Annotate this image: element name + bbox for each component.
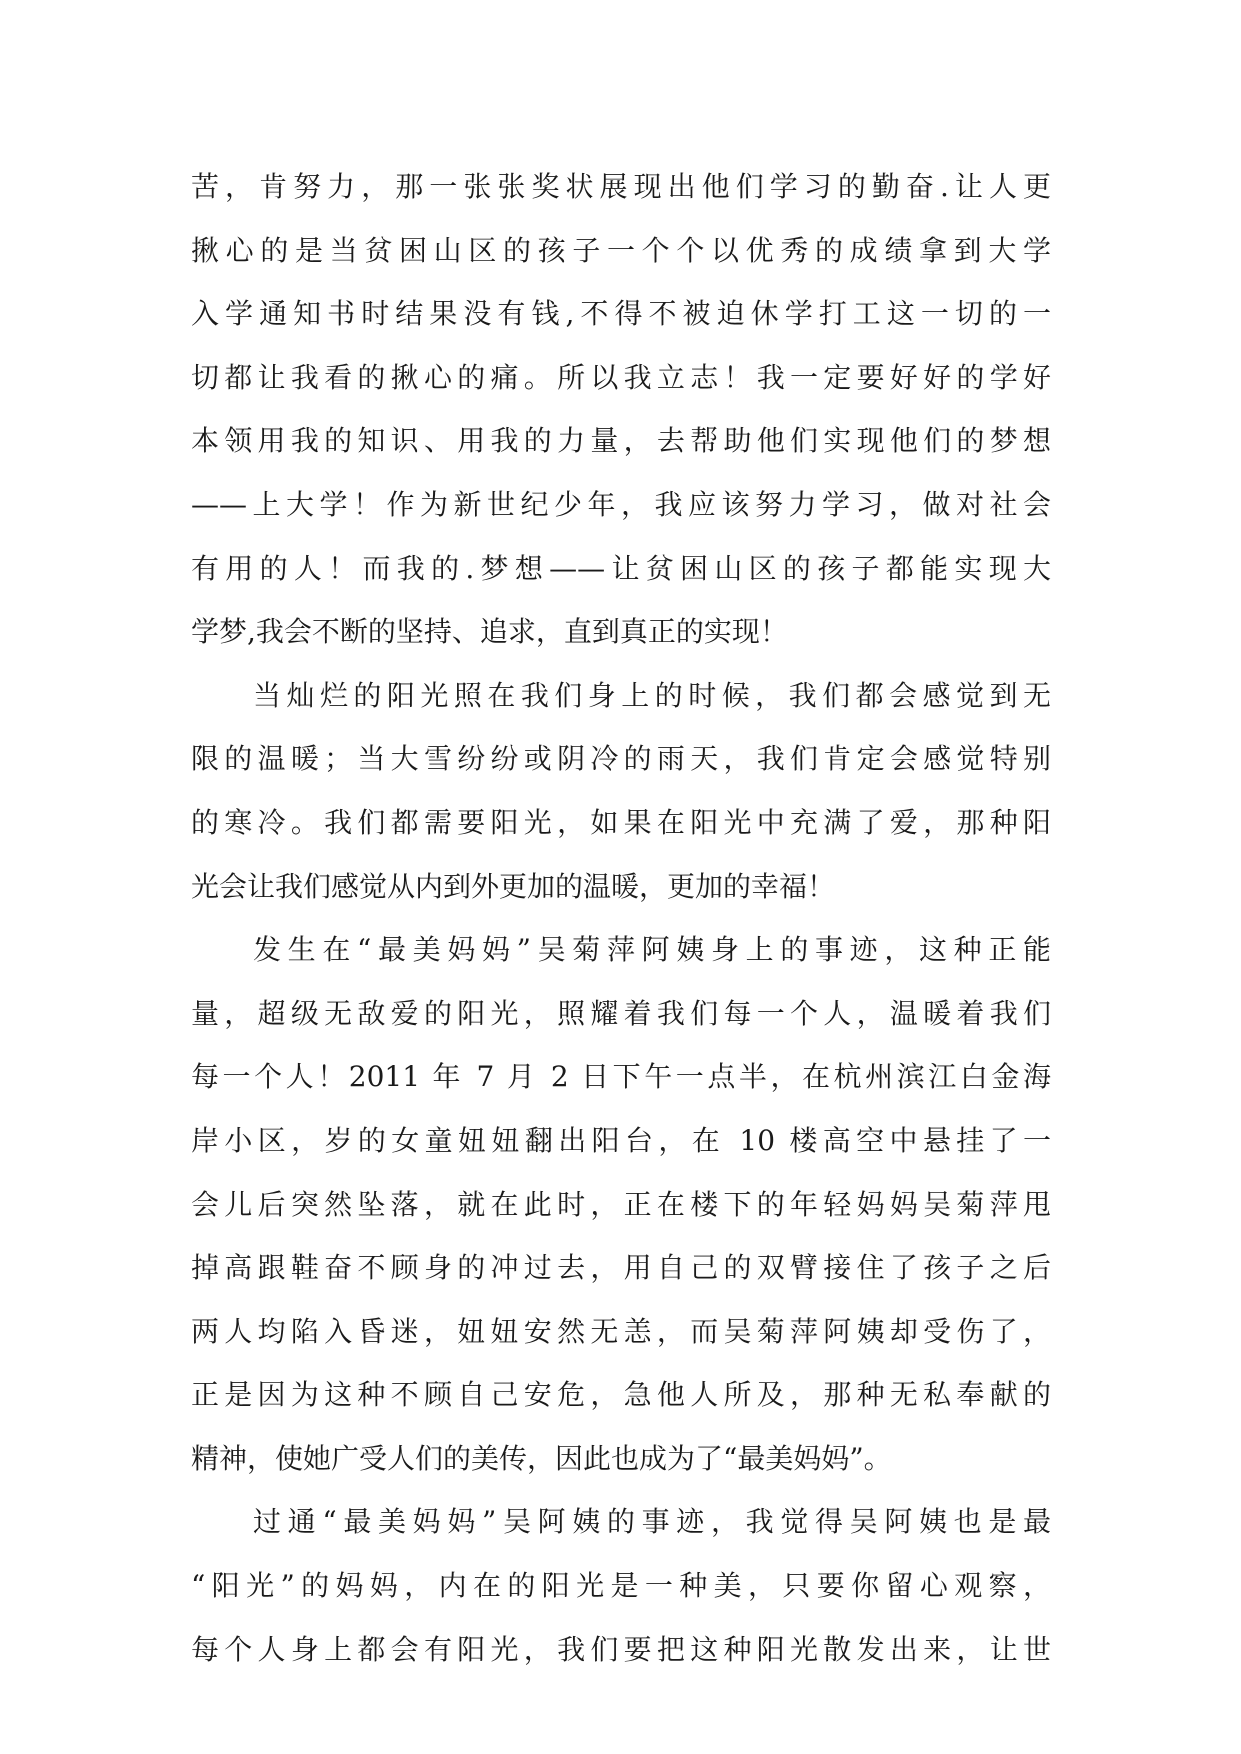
- text-line: 量，超级无敌爱的阳光，照耀着我们每一个人，温暖着我们: [191, 996, 1051, 1030]
- text-line: 岸小区，岁的女童妞妞翻出阳台，在 10 楼高空中悬挂了一: [191, 1123, 1051, 1157]
- text-line: 每个人身上都会有阳光，我们要把这种阳光散发出来，让世: [191, 1632, 1051, 1666]
- paragraph: [191, 155, 1051, 664]
- text-line: ——上大学！作为新世纪少年，我应该努力学习，做对社会: [191, 487, 1051, 521]
- text-line: 当灿烂的阳光照在我们身上的时候，我们都会感觉到无: [253, 678, 1051, 712]
- document-body: [191, 155, 1051, 1681]
- text-line: 学梦,我会不断的坚持、追求，直到真正的实现！: [191, 615, 788, 649]
- text-line: 会儿后突然坠落，就在此时，正在楼下的年轻妈妈吴菊萍甩: [191, 1187, 1051, 1221]
- text-line: 苦，肯努力，那一张张奖状展现出他们学习的勤奋.让人更: [191, 170, 1051, 203]
- text-line: 切都让我看的揪心的痛。所以我立志！我一定要好好的学好: [191, 360, 1051, 394]
- text-line: 两人均陷入昏迷，妞妞安然无恙，而吴菊萍阿姨却受伤了，: [191, 1314, 1051, 1348]
- text-line: 揪心的是当贫困山区的孩子一个个以优秀的成绩拿到大学: [191, 233, 1051, 267]
- text-line: 正是因为这种不顾自己安危，急他人所及，那种无私奉献的: [191, 1378, 1051, 1412]
- paragraph: [191, 918, 1051, 1490]
- paragraph: [191, 1490, 1051, 1681]
- text-line: 入学通知书时结果没有钱,不得不被迫休学打工这一切的一: [191, 297, 1051, 331]
- text-line: 限的温暖；当大雪纷纷或阴冷的雨天，我们肯定会感觉特别: [191, 742, 1051, 776]
- paragraph: [191, 664, 1051, 918]
- text-line: 的寒冷。我们都需要阳光，如果在阳光中充满了爱，那种阳: [191, 805, 1051, 839]
- text-line: 每一个人！2011 年 7 月 2 日下午一点半，在杭州滨江白金海: [191, 1060, 1051, 1094]
- text-line: 过通“最美妈妈”吴阿姨的事迹，我觉得吴阿姨也是最: [253, 1505, 1051, 1539]
- text-line: 光会让我们感觉从内到外更加的温暖，更加的幸福！: [191, 869, 836, 903]
- text-line: 发生在“最美妈妈”吴菊萍阿姨身上的事迹，这种正能: [253, 933, 1051, 967]
- text-line: 精神，使她广受人们的美传，因此也成为了“最美妈妈”。: [191, 1441, 892, 1475]
- text-line: 有用的人！而我的.梦想——让贫困山区的孩子都能实现大: [191, 551, 1051, 585]
- text-line: 本领用我的知识、用我的力量，去帮助他们实现他们的梦想: [191, 424, 1051, 458]
- text-line: “阳光”的妈妈，内在的阳光是一种美，只要你留心观察，: [191, 1569, 1051, 1603]
- text-line: 掉高跟鞋奋不顾身的冲过去，用自己的双臂接住了孩子之后: [191, 1251, 1051, 1285]
